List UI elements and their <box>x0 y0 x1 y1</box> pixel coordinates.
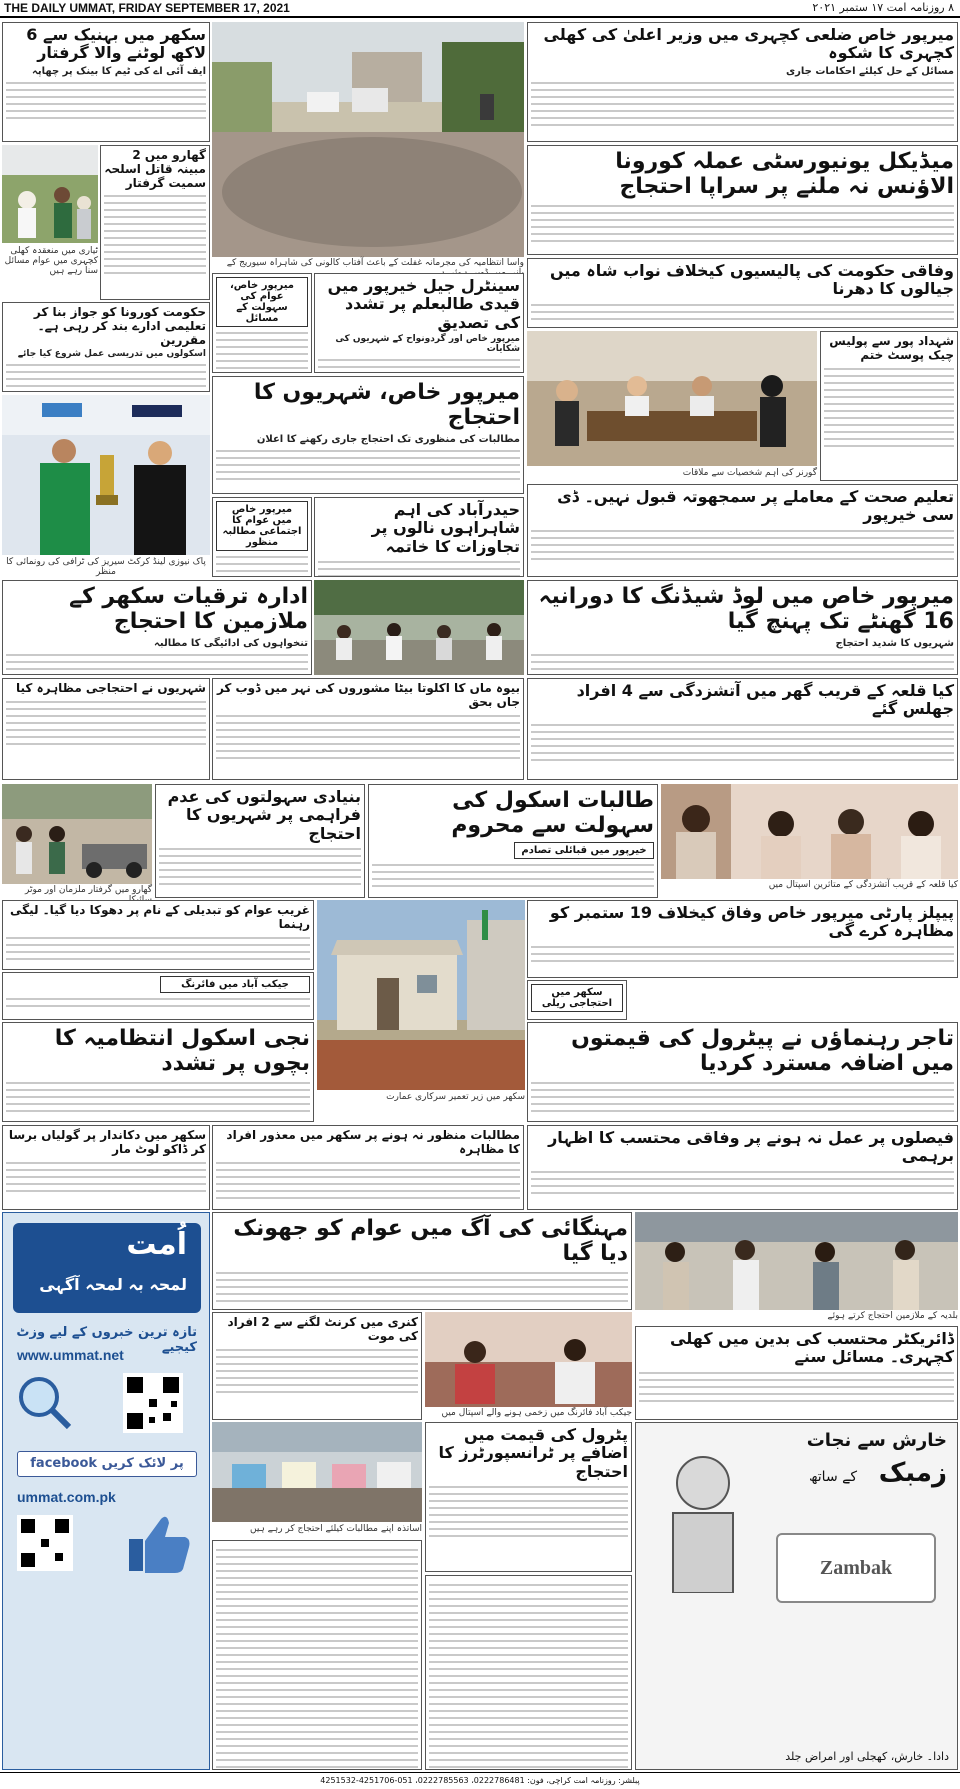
story-s21 <box>212 678 524 780</box>
zambak-footer: دادا۔ خارش، کھجلی اور امراض جلد <box>785 1750 949 1763</box>
caption-s5: پاک نیوزی لینڈ کرکٹ سیریز کی ٹرافی کی رونمائی کا منظر <box>6 557 206 577</box>
zambak-advert <box>635 1422 958 1770</box>
story-s43 <box>425 1422 632 1572</box>
story-headline: مطالبات منظور نہ ہونے پر سکھر میں معذور افراد کا مظاہرہ <box>226 1128 520 1156</box>
story-s17 <box>527 484 958 577</box>
thumbs-up-icon <box>123 1507 193 1577</box>
story-s8 <box>527 22 958 142</box>
photo-flooded-street <box>212 22 524 257</box>
story-s22 <box>527 678 958 780</box>
story-s12 <box>314 273 524 373</box>
story-headline: پیپلز پارٹی میرپور خاص وفاق کیخلاف 19 ستمبر کو مظاہرہ کرے گی <box>549 903 954 941</box>
magnifier-icon <box>17 1375 71 1429</box>
story-subhead: مطالبات کی منظوری تک احتجاج جاری رکھنے کا اعلان <box>256 433 520 445</box>
zambak-tagline: کے ساتھ <box>808 1469 857 1485</box>
zambak-brand: زمبک <box>878 1458 947 1488</box>
photo-municipal-protest <box>635 1212 958 1310</box>
story-headline: میرپور خاص، شہریوں کا احتجاج <box>253 380 520 431</box>
story-s20 <box>527 580 958 675</box>
caption-s27: کیا قلعہ کے قریب آتشزدگی کے متاثرین اسپتال میں <box>768 880 958 890</box>
photo-building <box>317 900 525 1090</box>
facebook-like-prompt[interactable] <box>17 1451 197 1477</box>
story-s2 <box>100 145 210 300</box>
masthead-left: THE DAILY UMMAT, FRIDAY SEPTEMBER 17, 2021 <box>4 1 290 15</box>
story-headline: وفاقی حکومت کی پالیسیوں کیخلاف نواب شاہ میں جیالوں کا دھرنا <box>550 261 954 299</box>
story-s28 <box>2 900 314 970</box>
story-headline: میرپور خاص ضلعی کچہری میں وزیر اعلیٰ کی کھلی کچہری کا شکوہ <box>543 25 954 63</box>
story-headline: گھارو میں 2 مبینہ قاتل اسلحہ سمیت گرفتار <box>104 148 206 190</box>
ummat-advert <box>2 1212 210 1770</box>
story-s4 <box>2 302 210 392</box>
story-s31 <box>527 980 627 1020</box>
story-headline: فیصلوں پر عمل نہ ہونے پر وفاقی محتسب کا اظہار برہمی <box>548 1128 954 1166</box>
story-s24 <box>155 784 365 898</box>
story-s13 <box>212 376 524 494</box>
story-subhead: میرپور خاص اور گردونواح کے شہریوں کی شکایات <box>335 334 520 355</box>
masthead-right: ۸ روزنامہ امت ۱۷ ستمبر ۲۰۲۱ <box>812 1 954 14</box>
story-s35 <box>2 1125 210 1210</box>
story-headline: ادارہ ترقیات سکھر کے ملازمین کا احتجاج <box>69 584 308 635</box>
qr-code-icon <box>123 1373 183 1433</box>
story-s16 <box>820 331 958 481</box>
story-s15 <box>314 497 524 577</box>
caption-s23: گھارو میں گرفتار ملزمان اور موٹر <box>25 885 152 895</box>
photo-fire-victims <box>661 784 958 879</box>
ummat-logo: اُمت <box>126 1227 187 1262</box>
story-subhead: اسکولوں میں تدریسی عمل شروع کیا جائے <box>17 349 206 360</box>
story-s38 <box>212 1212 632 1310</box>
story-s32 <box>2 1022 314 1122</box>
story-subhead: تنخواہوں کی ادائیگی کا مطالبہ <box>154 637 308 649</box>
story-headline: سکھر میں احتجاجی ریلی <box>531 984 623 1012</box>
story-continued <box>212 1540 422 1770</box>
story-headline: تاجر رہنماؤں نے پیٹرول کی قیمتوں میں اضافہ مسترد کردیا <box>571 1026 954 1077</box>
story-s36 <box>212 1125 524 1210</box>
story-s1 <box>2 22 210 142</box>
ummat-website-link-2[interactable]: ummat.com.pk <box>17 1489 116 1505</box>
story-headline: جیکب آباد میں فائرنگ <box>160 976 310 993</box>
story-headline: حکومت کورونا کو جواز بنا کر تعلیمی ادارے بند کر رہی ہے۔ مقررین <box>33 305 206 347</box>
story-subhead: شہریوں کا شدید احتجاج <box>835 637 954 649</box>
story-headline: سینٹرل جیل خیرپور میں قیدی طالبعلم پر تشدد کی تصدیق <box>327 276 520 332</box>
zambak-headline: خارش سے نجات <box>806 1430 947 1451</box>
story-headline: غریب عوام کو تبدیلی کے نام پر دھوکا دیا گیا۔ لیگی رہنما <box>9 903 310 931</box>
ummat-logo-panel <box>13 1223 201 1313</box>
story-s10 <box>527 258 958 328</box>
story-s25 <box>368 784 658 898</box>
story-s9 <box>527 145 958 255</box>
ummat-website-link[interactable]: www.ummat.net <box>17 1347 124 1363</box>
story-s40 <box>212 1312 422 1420</box>
story-headline: میرپور خاص میں عوام کا اجتماعی مطالبہ منظور <box>216 501 308 551</box>
story-headline: حیدرآباد کی اہم شاہراہوں نالوں پر تجاوزات کا خاتمہ <box>371 500 520 556</box>
story-s29 <box>2 972 314 1020</box>
zambak-product-tube: Zambak <box>776 1533 936 1603</box>
masthead <box>0 0 960 18</box>
caption-s6: واسا انتظامیہ کی مجرمانہ غفلت کے باعث آفتاب کالونی کی شاہراہ سیوریج کے <box>226 258 524 268</box>
caption-s42: جیکب آباد فائرنگ میں زخمی ہونے والے اسپتال میں <box>441 1408 632 1418</box>
story-headline: میڈیکل یونیورسٹی عملہ کورونا الاؤنس نہ ملنے پر سراپا احتجاج <box>615 149 954 200</box>
story-subhead: مسائل کے حل کیلئے احکامات جاری <box>785 65 954 77</box>
story-headline: میرپور خاص، عوام کی سہولت کے مسائل <box>216 277 308 327</box>
story-headline: سکھر میں دکاندار پر گولیاں برسا کر ڈاکو لوٹ مار <box>8 1128 206 1156</box>
story-headline: کیا قلعہ کے قریب گھر میں آتشزدگی سے 4 افراد جھلس گئے <box>576 681 954 719</box>
story-headline: سکھر میں بہنیک سے 6 لاکھ لوٹنے والا گرفتار <box>26 25 206 63</box>
facebook-label: facebook <box>30 1456 98 1471</box>
story-s33 <box>527 1022 958 1122</box>
story-headline: پٹرول کی قیمت میں اضافے پر ٹرانسپورٹرز کا احتجاج <box>438 1425 628 1481</box>
story-headline: شہریوں نے احتجاجی مظاہرہ کیا <box>16 681 206 695</box>
qr-code-icon-2 <box>17 1515 73 1571</box>
footer-imprint: پبلشر: روزنامہ امت کراچی، فون: 0222786481، 0222785563، 051-4251706-4251532 <box>0 1772 960 1789</box>
story-s18 <box>2 580 312 675</box>
photo-teachers-protest <box>212 1422 422 1522</box>
story-s37 <box>527 1125 958 1210</box>
caption-s3: ٹیاری میں منعقدہ کھلی کچہری میں عوام مسائل سنا رہے ہیں <box>4 246 98 276</box>
story-continued-2 <box>425 1575 632 1770</box>
story-s14 <box>212 497 312 577</box>
story-s19 <box>2 678 210 780</box>
photo-rally <box>2 145 98 243</box>
story-subhead: خیرپور میں قبائلی تصادم <box>514 842 654 859</box>
person-scratching-icon <box>648 1443 758 1593</box>
caption-s34: سکھر میں زیر تعمیر سرکاری عمارت <box>386 1092 525 1102</box>
photo-protest-sit-in <box>314 580 524 675</box>
story-headline: کنری میں کرنٹ لگنے سے 2 افراد کی موت <box>227 1315 418 1343</box>
facebook-prompt: پر لائک کریں <box>101 1456 184 1471</box>
story-subhead: ایف آئی اے کی ٹیم کا بینک پر چھاپہ <box>31 65 206 77</box>
story-s30 <box>527 900 958 978</box>
story-headline: شہداد پور سے پولیس چیک پوسٹ ختم <box>829 334 954 362</box>
caption-s44: اساتذہ اپنے مطالبات کیلئے احتجاج کر رہے ہیں <box>249 1524 422 1534</box>
story-headline: مہنگائی کی آگ میں عوام کو جھونک دیا گیا <box>233 1216 628 1267</box>
story-headline: تعلیم صحت کے معاملے پر سمجھوتہ قبول نہیں۔ ڈی سی خیرپور <box>557 487 954 525</box>
story-headline: طالبات اسکول کی سہولت سے محروم <box>451 788 654 839</box>
caption-s39: بلدیہ کے ملازمین احتجاج کرتے ہوئے <box>827 1311 958 1321</box>
photo-arrested-suspects <box>2 784 152 884</box>
caption-s11: گورنر کی اہم شخصیات سے ملاقات <box>682 468 817 478</box>
ummat-prompt: تازہ ترین خبروں کے لیے وزٹ کیجیے <box>16 1325 197 1355</box>
story-headline: نجی اسکول انتظامیہ کا بچوں پر تشدد <box>54 1026 310 1077</box>
photo-meeting <box>527 331 817 466</box>
story-headline: بنیادی سہولتوں کی عدم فراہمی پر شہریوں کا احتجاج <box>167 787 361 843</box>
story-headline: ڈائریکٹر محتسب کی بدین میں کھلی کچہری۔ مسائل سنے <box>670 1329 954 1367</box>
ummat-tagline: لمحہ بہ لمحہ آگہی <box>39 1275 187 1294</box>
photo-injured-hospital <box>425 1312 632 1407</box>
story-s41 <box>635 1326 958 1420</box>
photo-cricket-trophy <box>2 395 210 555</box>
story-s7 <box>212 273 312 373</box>
story-headline: میرپور خاص میں لوڈ شیڈنگ کا دورانیہ 16 گھنٹے تک پہنچ گیا <box>538 584 954 635</box>
story-headline: بیوہ ماں کا اکلوتا بیٹا مشوروں کی نہر میں ڈوب کر جاں بحق <box>216 681 520 709</box>
